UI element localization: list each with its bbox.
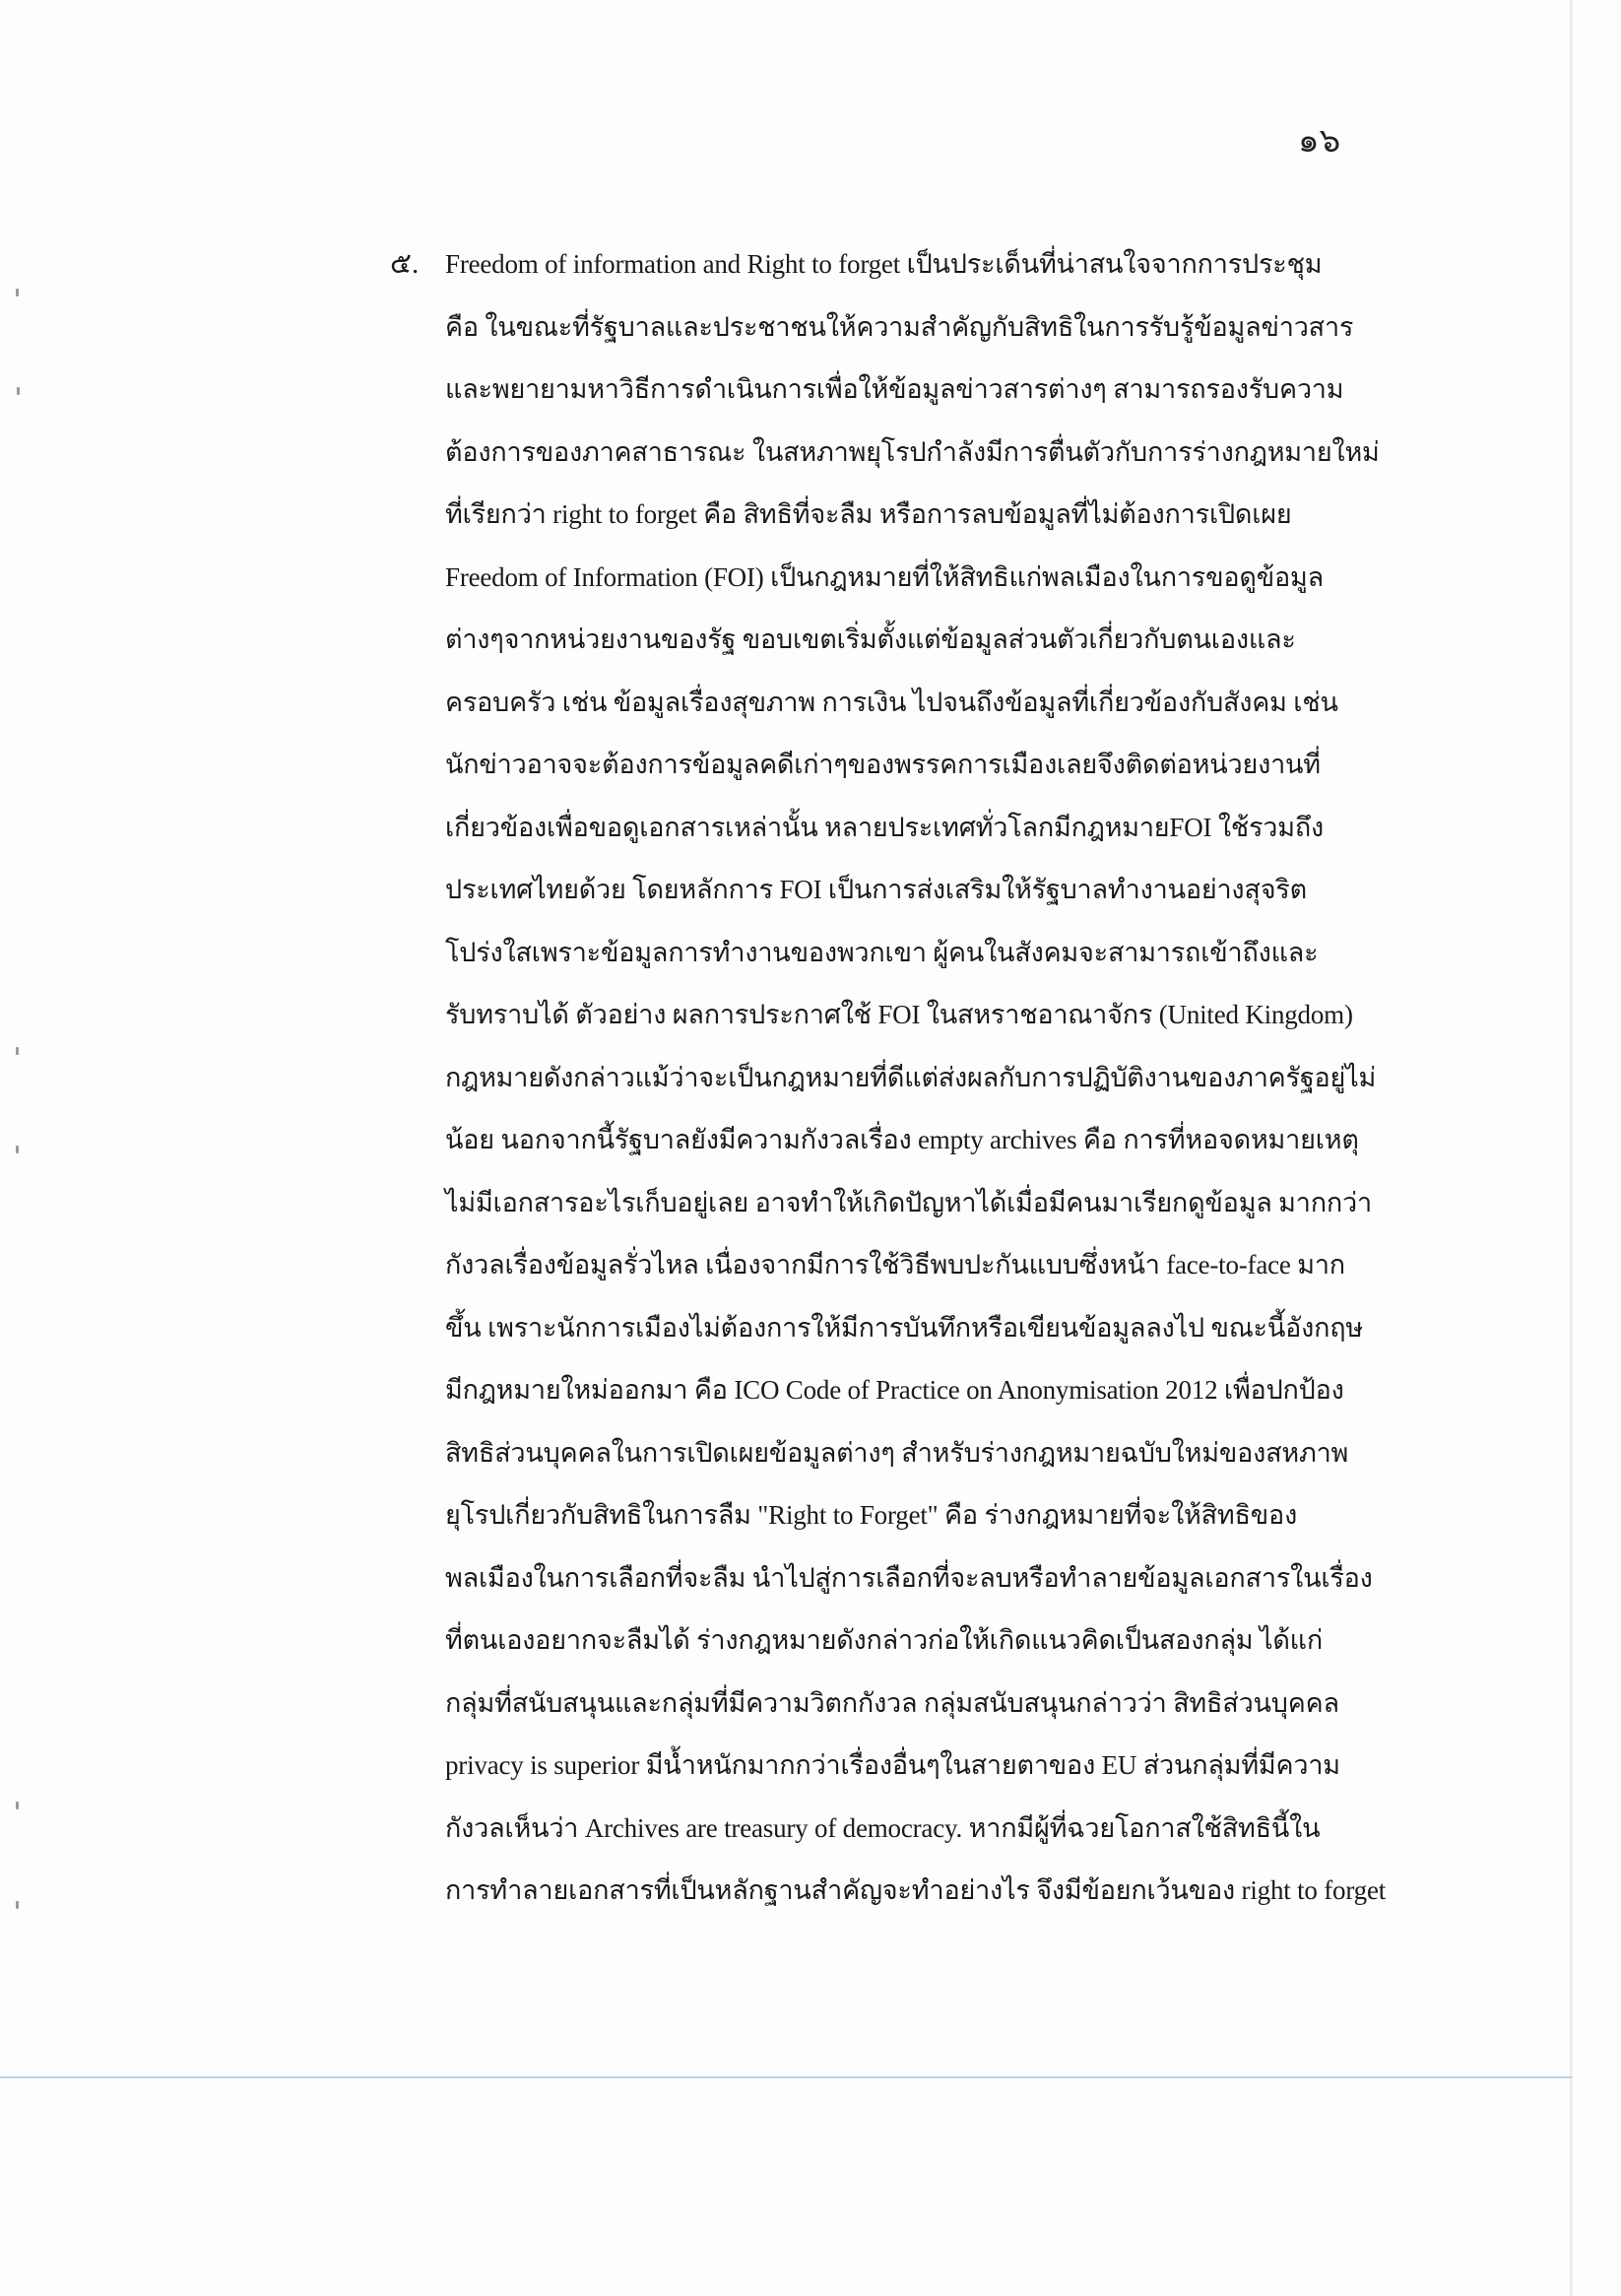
text-line: นักข่าวอาจจะต้องการข้อมูลคดีเก่าๆของพรรคการเมืองเลยจึงติดต่อหน่วยงานที่ xyxy=(445,750,1321,779)
text-line: พลเมืองในการเลือกที่จะลืม นำไปสู่การเลือกที่จะลบหรือทำลายข้อมูลเอกสารในเรื่อง xyxy=(445,1562,1373,1593)
text-line: ขึ้น เพราะนักการเมืองไม่ต้องการให้มีการบันทึกหรือเขียนข้อมูลลงไป ขณะนี้อังกฤษ xyxy=(445,1312,1363,1343)
binding-mark xyxy=(16,1802,19,1809)
text-line: และพยายามหาวิธีการดำเนินการเพื่อให้ข้อมูลข่าวสารต่างๆ สามารถรองรับความ xyxy=(445,374,1344,404)
binding-mark xyxy=(16,289,19,296)
text-line: กลุ่มที่สนับสนุนและกลุ่มที่มีความวิตกกังวล กลุ่มสนับสนุนกล่าวว่า สิทธิส่วนบุคคล xyxy=(445,1687,1339,1718)
text-line: สิทธิส่วนบุคคลในการเปิดเผยข้อมูลต่างๆ สำหรับร่างกฎหมายฉบับใหม่ของสหภาพ xyxy=(445,1437,1349,1468)
text-line: Freedom of information and Right to forget เป็นประเด็นที่น่าสนใจจากการประชุม xyxy=(445,249,1323,279)
text-line: กังวลเห็นว่า Archives are treasury of democracy. หากมีผู้ที่ฉวยโอกาสใช้สิทธินี้ใน xyxy=(445,1812,1321,1843)
text-line: ต่างๆจากหน่วยงานของรัฐ ขอบเขตเริ่มตั้งแต่ข้อมูลส่วนตัวเกี่ยวกับตนเองและ xyxy=(445,624,1296,654)
binding-mark xyxy=(16,1901,19,1909)
text-line: กฎหมายดังกล่าวแม้ว่าจะเป็นกฎหมายที่ดีแต่ส่งผลกับการปฏิบัติงานของภาครัฐอยู่ไม่ xyxy=(445,1062,1377,1092)
text-line: Freedom of Information (FOI) เป็นกฎหมายที่ให้สิทธิแก่พลเมืองในการขอดูข้อมูล xyxy=(445,561,1324,592)
text-line: ต้องการของภาคสาธารณะ ในสหภาพยุโรปกำลังมีการตื่นตัวกับการร่างกฎหมายใหม่ xyxy=(445,436,1380,467)
paragraph-body xyxy=(445,244,1387,1934)
text-line: กังวลเรื่องข้อมูลรั่วไหล เนื่องจากมีการใช้วิธีพบปะกันแบบซึ่งหน้า face-to-face มาก xyxy=(445,1250,1345,1279)
text-line: โปร่งใสเพราะข้อมูลการทำงานของพวกเขา ผู้คนในสังคมจะสามารถเข้าถึงและ xyxy=(445,937,1319,967)
binding-mark xyxy=(17,387,20,395)
text-line: privacy is superior มีน้ำหนักมากกว่าเรื่องอื่นๆในสายตาของ EU ส่วนกลุ่มที่มีความ xyxy=(445,1750,1340,1780)
text-line: การทำลายเอกสารที่เป็นหลักฐานสำคัญจะทำอย่างไร จึงมีข้อยกเว้นของ right to forget xyxy=(445,1875,1387,1905)
item-number: ๕. xyxy=(390,248,420,280)
text-line: ครอบครัว เช่น ข้อมูลเรื่องสุขภาพ การเงิน ไปจนถึงข้อมูลที่เกี่ยวข้องกับสังคม เช่น xyxy=(445,687,1338,717)
text-line: ที่เรียกว่า right to forget คือ สิทธิที่จะลืม หรือการลบข้อมูลที่ไม่ต้องการเปิดเผย xyxy=(445,499,1292,529)
binding-mark xyxy=(16,1047,19,1055)
page-edge-shadow xyxy=(1570,0,1573,2296)
text-line: มีกฎหมายใหม่ออกมา คือ ICO Code of Practice on Anonymisation 2012 เพื่อปกป้อง xyxy=(445,1375,1344,1405)
text-line: ประเทศไทยด้วย โดยหลักการ FOI เป็นการส่งเสริมให้รัฐบาลทำงานอย่างสุจริต xyxy=(445,875,1307,904)
text-line: น้อย นอกจากนี้รัฐบาลยังมีความกังวลเรื่อง empty archives คือ การที่หอจดหมายเหตุ xyxy=(445,1125,1359,1154)
text-line: ที่ตนเองอยากจะลืมได้ ร่างกฎหมายดังกล่าวก่อให้เกิดแนวคิดเป็นสองกลุ่ม ได้แก่ xyxy=(445,1625,1324,1655)
text-line: รับทราบได้ ตัวอย่าง ผลการประกาศใช้ FOI ในสหราชอาณาจักร (United Kingdom) xyxy=(445,1000,1353,1029)
text-line: คือ ในขณะที่รัฐบาลและประชาชนให้ความสำคัญกับสิทธิในการรับรู้ข้อมูลข่าวสาร xyxy=(445,311,1354,342)
text-line: ไม่มีเอกสารอะไรเก็บอยู่เลย อาจทำให้เกิดปัญหาได้เมื่อมีคนมาเรียกดูข้อมูล มากกว่า xyxy=(445,1187,1372,1217)
page-number: ๑๖ xyxy=(1298,123,1341,160)
scan-divider-line xyxy=(0,2076,1572,2078)
text-line: ยุโรปเกี่ยวกับสิทธิในการลืม "Right to Forget" คือ ร่างกฎหมายที่จะให้สิทธิของ xyxy=(445,1500,1298,1530)
text-line: เกี่ยวข้องเพื่อขอดูเอกสารเหล่านั้น หลายประเทศทั่วโลกมีกฎหมายFOI ใช้รวมถึง xyxy=(445,812,1324,842)
binding-mark xyxy=(16,1146,19,1153)
